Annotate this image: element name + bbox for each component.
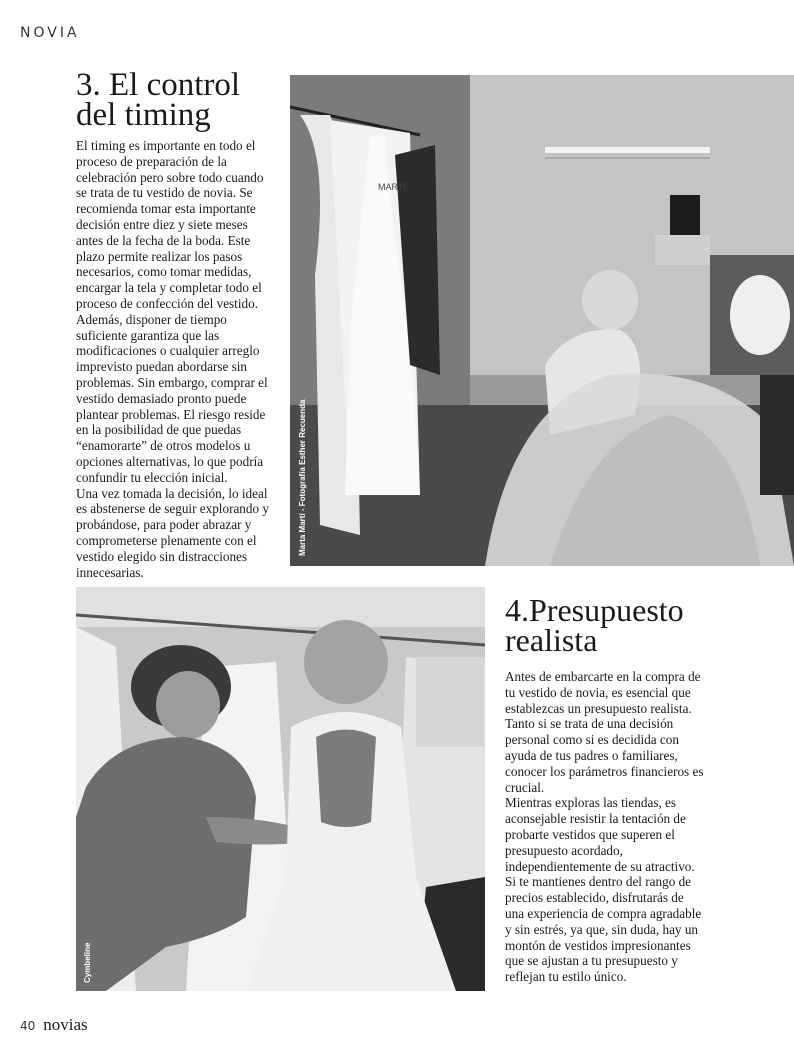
fitting-photo-art <box>76 587 485 991</box>
section-3-paragraph: El timing es importante en todo el proceso de preparación de la celebración pero sobre todo cuando se trata de tu vestido de novia. Se recomienda tomar esta importante decisión entre diez y siete meses antes de la fecha de la boda. Este plazo permite realizar los pasos necesarios, como tomar medidas, encargar la tela y completar todo el proceso de confección del vestido. Además, disponer de tiempo suficiente garantiza que las modificaciones o cualquier arreglo imprevisto puedan abordarse sin problemas. Sin embargo, comprar el vestido demasiado pronto puede plantear problemas. El riesgo reside en la posibilidad de que puedas “enamorarte” de otros modelos u opciones alternativas, lo que podría confundir tu elección inicial. <box>76 138 268 485</box>
photo-credit-1: Marta Martí - Fotografía Esther Recuenda <box>298 399 307 556</box>
section-3-paragraph: Una vez tomada la decisión, lo ideal es abstenerse de seguir explorando y probándose, para poder abrazar y comprometerse plenamente con el vestido elegido sin distracciones innecesarias. <box>76 485 269 580</box>
photo-credit-2: Cymbeline <box>83 942 92 983</box>
section-3-body <box>76 138 276 580</box>
section-4-paragraph: Antes de embarcarte en la compra de tu vestido de novia, es esencial que establezcas un presupuesto realista. Tanto si se trata de una decisión personal como si es decidida con ayuda de tus padres o familiares, conocer los parámetros financieros es crucial. <box>505 669 704 795</box>
section-4-paragraph: Mientras exploras las tiendas, es aconsejable resistir la tentación de probarte vestidos que superen el presupuesto acordado, independientemente de su atractivo. Si te mantienes dentro del rango de precios establecido, disfrutarás de una experiencia de compra agradable y sin estrés, ya que, sin duda, hay un montón de vestidos impresionantes que se ajustan a tu presupuesto y reflejan tu estilo único. <box>505 795 702 985</box>
page-number: 40 <box>20 1019 36 1033</box>
garment-bag-label: MARTÍ <box>378 182 406 192</box>
magazine-name: novias <box>43 1015 88 1034</box>
fitting-photo <box>76 587 485 991</box>
section-tag: NOVIA <box>20 25 80 41</box>
atelier-photo-art <box>290 75 794 566</box>
folio <box>20 1015 88 1035</box>
atelier-photo <box>290 75 794 566</box>
section-3-title: 3. El control del timing <box>76 67 241 133</box>
section-4-title: 4.Presupuesto realista <box>505 592 684 658</box>
section-4-body <box>505 669 705 985</box>
